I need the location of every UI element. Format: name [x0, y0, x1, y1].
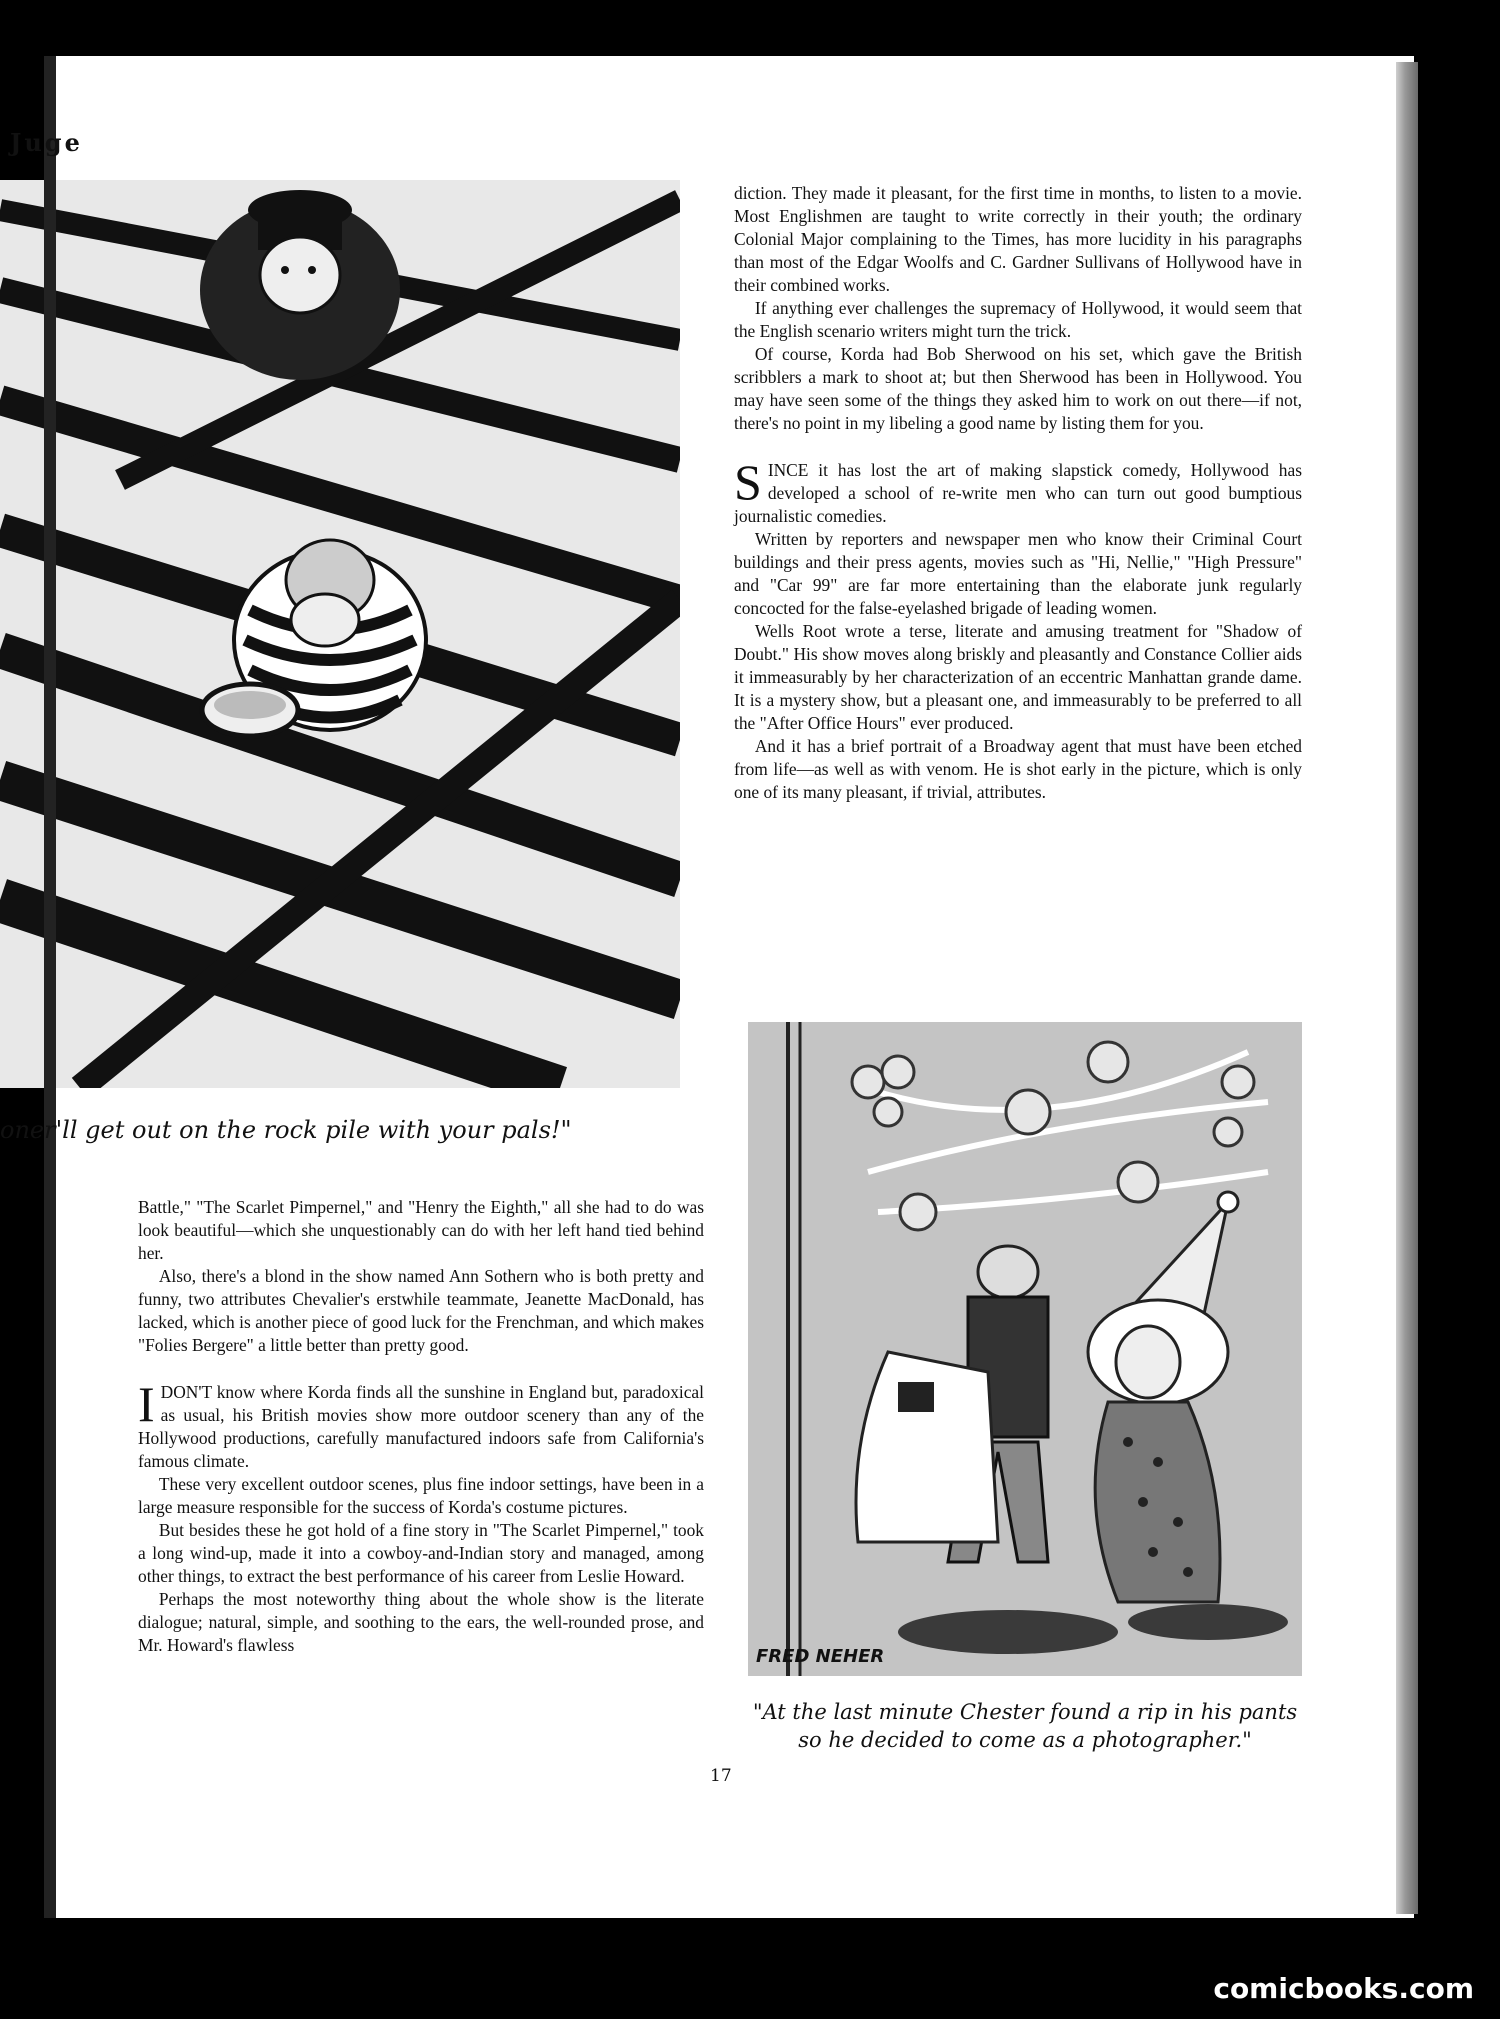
right-column [734, 182, 1302, 804]
page-number: 17 [710, 1766, 732, 1786]
paragraph: Battle," "The Scarlet Pimpernel," and "Henry the Eighth," all she had to do was look beautiful—which she unquestionably can do with her left hand tied behind her. [138, 1197, 704, 1263]
left-column [138, 1196, 704, 1657]
paragraph: Of course, Korda had Bob Sherwood on his set, which gave the British scribblers a mark to shoot at; but then Sherwood has been in Hollywood. You may have seen some of the things they asked him to work on out there—if not, there's no point in my libeling a good name by listing them for you. [734, 344, 1302, 433]
paragraph: Written by reporters and newspaper men who know their Criminal Court buildings and their press agents, movies such as "Hi, Nellie," "High Pressure" and "Car 99" are far more entertaining than the elaborate junk regularly concocted for the false-eyelashed brigade of leading women. [734, 529, 1302, 618]
paragraph: These very excellent outdoor scenes, plus fine indoor settings, have been in a large measure responsible for the success of Korda's costume pictures. [138, 1474, 704, 1517]
paragraph: diction. They made it pleasant, for the first time in months, to listen to a movie. Most Englishmen are taught to write correctly in their youth; the ordinary Colonial Major complaining to the Times, has more lucidity in his paragraphs than most of the Edgar Woolfs and C. Gardner Sullivans of Hollywood have in their combined works. [734, 183, 1302, 295]
paragraph: Wells Root wrote a terse, literate and amusing treatment for "Shadow of Doubt." His show moves along briskly and pleasantly and Constance Collier aids it immeasurably by her characterization of an eccentric Manhattan grande dame. It is a mystery show, but a pleasant one, and immeasurably to be preferred to all the "After Office Hours" ever produced. [734, 621, 1302, 733]
party-cartoon [748, 1022, 1302, 1676]
paragraph: If anything ever challenges the supremacy of Hollywood, it would seem that the English scenario writers might turn the trick. [734, 298, 1302, 341]
page-binding [44, 56, 56, 1918]
paragraph: And it has a brief portrait of a Broadway agent that must have been etched from life—as well as with venom. He is shot early in the picture, which is only one of its many pleasant, if trivial, attributes. [734, 736, 1302, 802]
paragraph-dropcap [138, 1376, 704, 1473]
paragraph-text: DON'T know where Korda finds all the sunshine in England but, paradoxical as usual, his British movies show more outdoor scenery than any of the Hollywood productions, carefully manufactured indoors safe from California's famous climate. [138, 1382, 704, 1471]
paragraph-dropcap [734, 454, 1302, 528]
drop-cap: S [734, 454, 762, 510]
cartoon-caption: "At the last minute Chester found a rip in his pants so he decided to come as a photographer." [752, 1700, 1298, 1752]
prison-illustration [0, 180, 680, 1088]
cartoon-signature: FRED NEHER [756, 1646, 885, 1667]
watermark: comicbooks.com [1213, 1972, 1474, 2005]
paragraph: Also, there's a blond in the show named Ann Sothern who is both pretty and funny, two attributes Chevalier's erstwhile teammate, Jeanette MacDonald, has lacked, which is another piece of good luck for the Frenchman, and which makes "Folies Bergere" a little better than pretty good. [138, 1266, 704, 1355]
running-head: Juge [10, 128, 83, 157]
page-edge [1396, 62, 1418, 1914]
drop-cap: I [138, 1376, 155, 1432]
prison-drawing [0, 180, 680, 1088]
paragraph: Perhaps the most noteworthy thing about the whole show is the literate dialogue; natural, simple, and soothing to the ears, the well-rounded prose, and Mr. Howard's flawless [138, 1589, 704, 1655]
cartoon-drawing [748, 1022, 1302, 1676]
left-caption: oner'll get out on the rock pile with your pals!" [0, 1116, 572, 1144]
paragraph-text: INCE it has lost the art of making slapstick comedy, Hollywood has developed a school of re-write men who can turn out good bumptious journalistic comedies. [734, 460, 1302, 526]
paragraph: But besides these he got hold of a fine story in "The Scarlet Pimpernel," took a long wind-up, made it into a cowboy-and-Indian story and managed, among other things, to extract the best performance of his career from Leslie Howard. [138, 1520, 704, 1586]
